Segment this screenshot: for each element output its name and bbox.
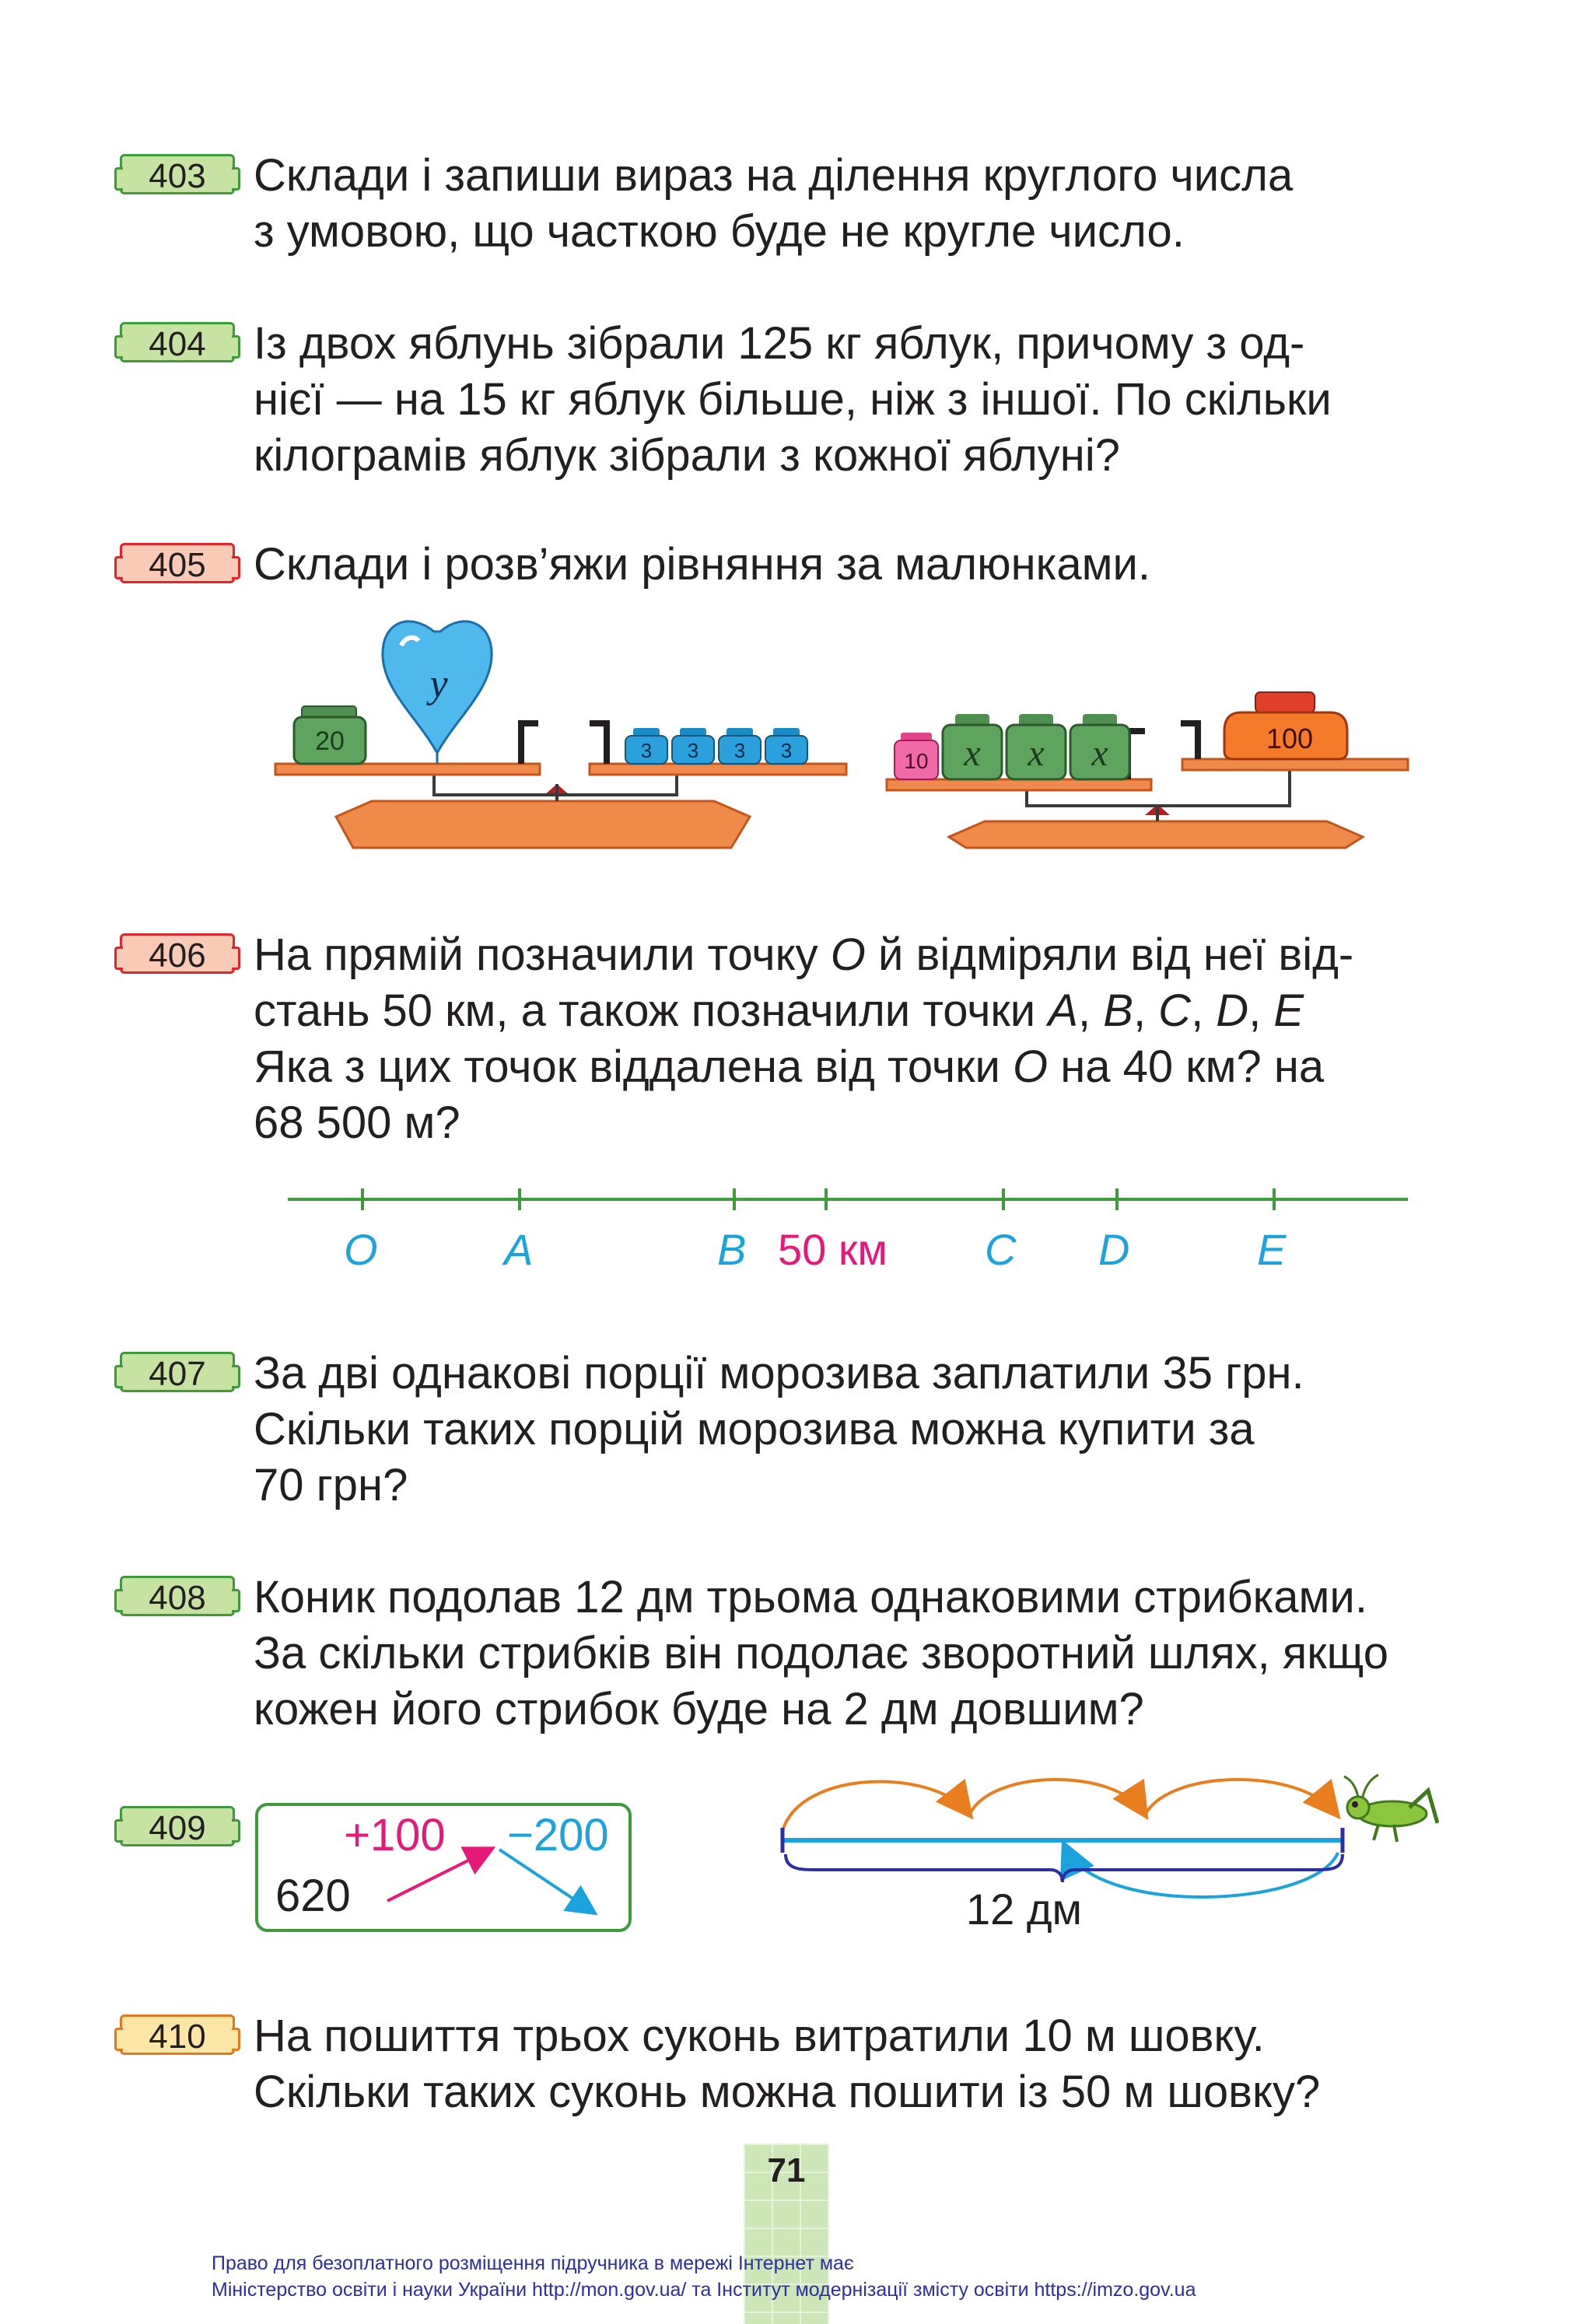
operation-chain-box	[255, 1803, 632, 1932]
start-number: 620	[275, 1871, 351, 1921]
weight-label: x	[964, 733, 981, 774]
text-line: кілограмів яблук зібрали з кожної яблуні?	[254, 430, 1120, 481]
task-text	[254, 148, 1549, 260]
text-line: Скільки таких порцій морозива можна купити за	[254, 1404, 1255, 1454]
number-line	[288, 1184, 1408, 1215]
text-line: За скільки стрибків він подолає зворотний шлях, якщо	[254, 1628, 1388, 1678]
grasshopper-icon	[1344, 1775, 1437, 1842]
weight-label: 10	[904, 749, 929, 773]
balloon-label: y	[429, 662, 448, 706]
point-label-d: D	[1098, 1225, 1130, 1274]
weight-label: x	[1028, 733, 1045, 774]
text-line: стань 50 км, а також позначили точки A, B, C, D, E	[254, 985, 1304, 1036]
footer-line-2: Міністерство освіти і науки України http://mon.gov.ua/ та Інститут модернізації змісту освіти https://imzo.gov.ua	[212, 2279, 1196, 2301]
number-line-406	[288, 1184, 1408, 1277]
text-line: 68 500 м?	[254, 1097, 460, 1148]
task-number-badge: 410	[120, 2014, 235, 2055]
text-line: з умовою, що часткою буде не кругле число.	[254, 206, 1185, 257]
weight-label: 3	[733, 739, 746, 762]
point-label-o: O	[344, 1225, 378, 1274]
plus-operation: +100	[344, 1810, 446, 1860]
footer-line-1: Право для безоплатного розміщення підручника в мережі Інтернет має	[212, 2252, 854, 2274]
point-label-a: A	[504, 1225, 534, 1274]
length-label: 12 дм	[966, 1885, 1083, 1934]
text-line: Коник подолав 12 дм трьома однаковими стрибками.	[254, 1572, 1367, 1622]
text-line: Скільки таких суконь можна пошити із 50 м шовку?	[254, 2067, 1321, 2117]
balance-scales-illustration	[264, 614, 1416, 863]
weight-label: 3	[640, 739, 653, 762]
page-number: 71	[767, 2151, 806, 2189]
task-text	[254, 927, 1549, 1151]
point-label-b: B	[717, 1225, 747, 1274]
right-balance-scale	[887, 692, 1408, 848]
weight-label: x	[1091, 733, 1108, 774]
left-balance-scale	[275, 621, 846, 848]
weight-label: 20	[315, 726, 345, 756]
text-line: Склади і запиши вираз на ділення круглого числа	[254, 150, 1294, 201]
text-line: На пошиття трьох суконь витратили 10 м шовку.	[254, 2011, 1265, 2061]
weight-20	[294, 706, 366, 764]
weight-label: 3	[780, 739, 793, 762]
task-number-badge: 407	[120, 1352, 235, 1392]
task-text	[254, 1570, 1549, 1738]
task-number-badge: 406	[120, 933, 235, 974]
grasshopper-jumps-diagram	[770, 1753, 1439, 1940]
text-line: На прямій позначили точку O й відміряли від неї від-	[254, 929, 1354, 980]
task-text	[254, 537, 1549, 593]
text-line: Яка з цих точок віддалена від точки O на 40 км? на	[254, 1041, 1325, 1092]
text-line: нієї — на 15 кг яблук більше, ніж з іншої. По скільки	[254, 374, 1332, 425]
task-number-badge: 409	[120, 1806, 235, 1846]
task-number-badge: 404	[120, 322, 235, 362]
distance-label: 50 км	[778, 1225, 888, 1274]
jumps-svg	[770, 1753, 1439, 1940]
task-number-badge: 405	[120, 543, 235, 583]
weight-10	[895, 733, 938, 779]
weight-label: 100	[1266, 723, 1314, 754]
point-label-e: E	[1257, 1225, 1287, 1274]
operation-arrows	[258, 1806, 635, 1935]
weights-3	[625, 728, 807, 764]
text-line: 70 грн?	[254, 1460, 408, 1510]
weight-100	[1224, 692, 1347, 759]
weights-x	[943, 714, 1129, 779]
minus-operation: −200	[507, 1810, 609, 1860]
point-label-c: C	[985, 1225, 1017, 1274]
text-line: Склади і розв’яжи рівняння за малюнками.	[254, 539, 1150, 590]
task-number-badge: 403	[120, 154, 235, 194]
task-text	[254, 316, 1549, 484]
task-text	[254, 2008, 1549, 2120]
text-line: Із двох яблунь зібрали 125 кг яблук, причому з од-	[254, 318, 1305, 369]
text-line: кожен його стрибок буде на 2 дм довшим?	[254, 1684, 1144, 1734]
text-line: За дві однакові порції морозива заплатили 35 грн.	[254, 1348, 1304, 1398]
balloon-y	[383, 621, 492, 764]
task-number-badge: 408	[120, 1576, 235, 1616]
task-text	[254, 1346, 1549, 1514]
weight-label: 3	[687, 739, 699, 762]
